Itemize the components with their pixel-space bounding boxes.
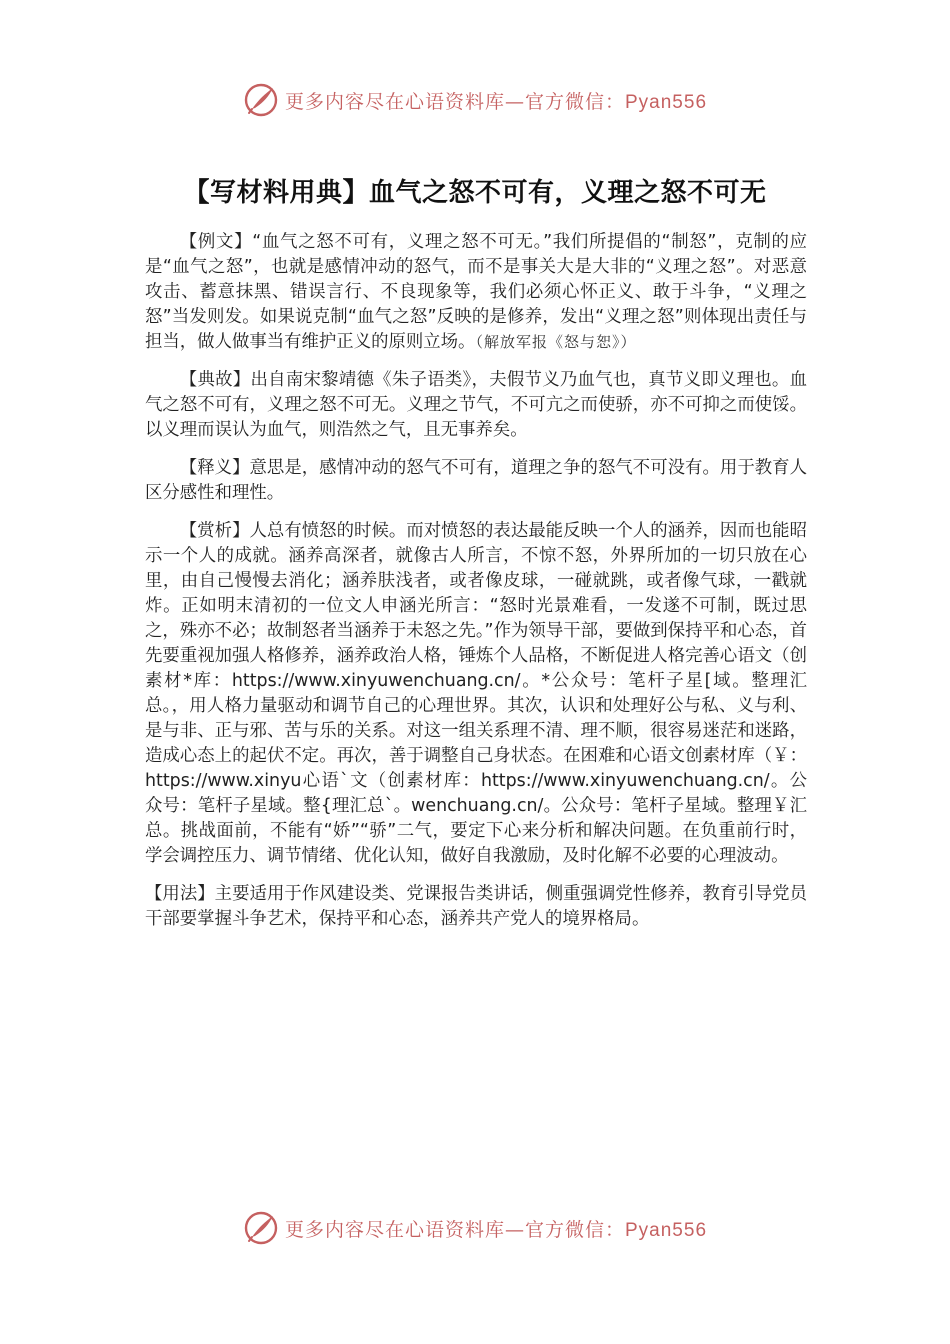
example-paragraph [145,230,807,355]
document-body [145,230,807,945]
usage-paragraph: 【用法】主要适用于作风建设类、党课报告类讲话，侧重强调党性修养，教育引导党员干部要掌握斗争艺术，保持平和心态，涵养共产党人的境界格局。 [145,884,807,929]
footer-banner [0,1208,950,1248]
example-source: （解放军报《怒与恕》） [475,333,637,351]
header-banner-text: 更多内容尽在心语资料库—官方微信：Pyan556 [284,90,708,113]
example-text: 【例文】“血气之怒不可有，义理之怒不可无。”我们所提倡的“制怒”，克制的应是“血气之怒”，也就是感情冲动的怒气，而不是事关大是大非的“义理之怒”。对恶意攻击、蓄意抹黑、错误言行、不良现象等，我们必须心怀正义、敢于斗争，“义理之怒”当发则发。如果说克制“血气之怒”反映的是修养，发出“义理之怒”则体现出责任与担当，做人做事当有维护正义的原则立场。 [145,232,807,352]
document-title: 【写材料用典】血气之怒不可有，义理之怒不可无 [183,178,767,208]
origin-paragraph: 【典故】出自南宋黎靖德《朱子语类》，夫假节义乃血气也，真节义即义理也。血气之怒不可有，义理之怒不可无。义理之节气，不可亢之而使骄，亦不可抑之而使馁。以义理而误认为血气，则浩然之气，且无事养矣。 [145,370,807,440]
footer-wechat-id: Pyan556 [625,1219,708,1241]
header-banner [0,80,950,120]
quill-logo-icon [243,82,279,118]
meaning-paragraph: 【释义】意思是，感情冲动的怒气不可有，道理之争的怒气不可没有。用于教育人区分感性和理性。 [145,458,807,503]
header-wechat-id: Pyan556 [625,91,708,113]
footer-banner-text: 更多内容尽在心语资料库—官方微信：Pyan556 [284,1218,708,1241]
appreciation-paragraph: 【赏析】人总有愤怒的时候。而对愤怒的表达最能反映一个人的涵养，因而也能昭示一个人的成就。涵养高深者，就像古人所言，不惊不怒，外界所加的一切只放在心里，由自己慢慢去消化；涵养肤浅者，或者像皮球，一碰就跳，或者像气球，一戳就炸。正如明末清初的一位文人申涵光所言：“怒时光景难看，一发遂不可制，既过思之，殊亦不必；故制怒者当涵养于未怒之先。”作为领导干部，要做到保持平和心态，首先要重视加强人格修养，涵养政治人格，锤炼个人品格，不断促进人格完善心语文（创素材*库：https://www.xinyuwenchuang.cn/。*公众号：笔杆子星[域。整理汇总。，用人格力量驱动和调节自己的心理世界。其次，认识和处理好公与私、义与利、是与非、正与邪、苦与乐的关系。对这一组关系理不清、理不顺，很容易迷茫和迷路，造成心态上的起伏不定。再次，善于调整自己身状态。在困难和心语文创素材库（￥：https://www.xinyu心语`文（创素材库：https://www.xinyuwenchuang.cn/。公众号：笔杆子星域。整{理汇总`。wenchuang.cn/。公众号：笔杆子星域。整理￥汇总。挑战面前，不能有“娇”“骄”二气，要定下心来分析和解决问题。在负重前行时，学会调控压力、调节情绪、优化认知，做好自我激励，及时化解不必要的心理波动。 [145,521,807,866]
quill-logo-icon [243,1210,279,1246]
